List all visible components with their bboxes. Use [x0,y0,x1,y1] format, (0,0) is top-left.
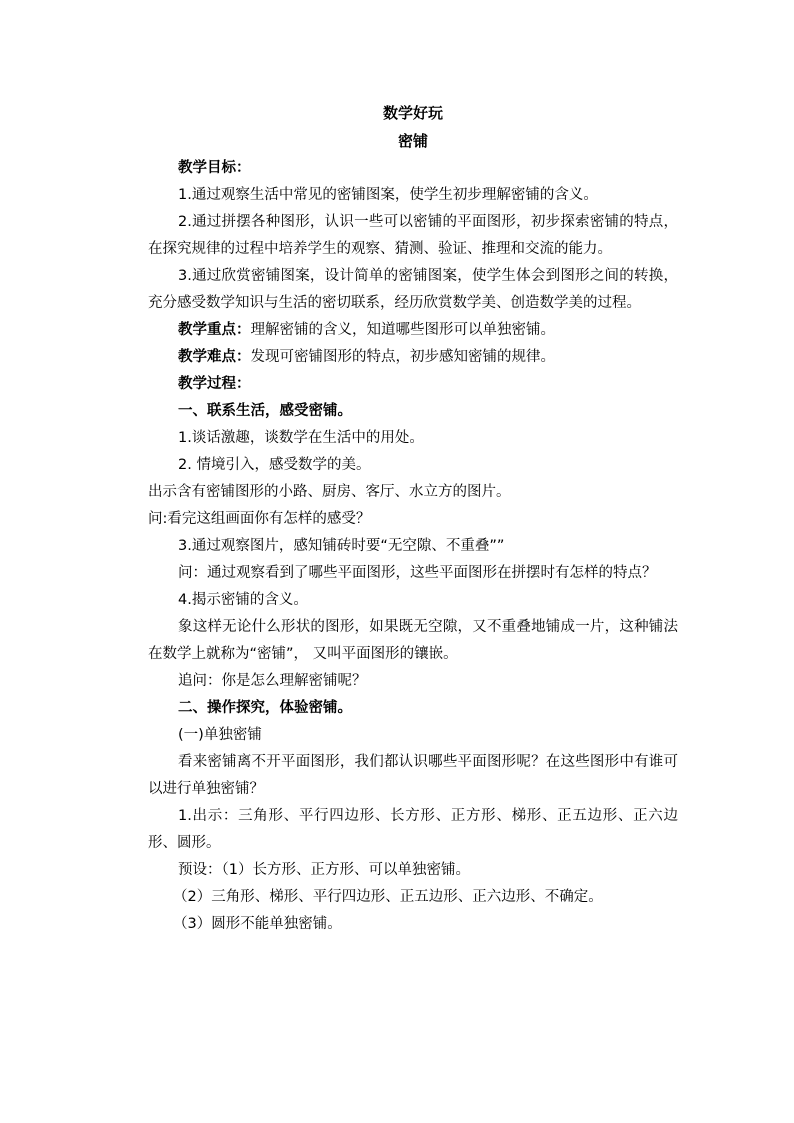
process-heading: 教学过程： [178,376,251,392]
section2-line: 看来密铺离不开平面图形，我们都认识哪些平面图形呢？在这些图形中有谁可以进行单独密铺？ [148,754,678,797]
section2-line: 预设：（1）长方形、正方形、可以单独密铺。 [178,862,470,878]
section2-line: （2）三角形、梯形、平行四边形、正五边形、正六边形、不确定。 [173,889,603,905]
objectives-heading: 教学目标： [178,160,251,176]
key-point-label: 教学重点： [178,322,251,338]
section2-line: （3）圆形不能单独密铺。 [173,916,342,932]
section1-line: 出示含有密铺图形的小路、厨房、客厅、水立方的图片。 [148,484,511,500]
section1-line: 2. 情境引入，感受数学的美。 [178,457,371,473]
objective-2: 2.通过拼摆各种图形，认识一些可以密铺的平面图形，初步探索密铺的特点，在探究规律的过程中培养学生的观察、猜测、验证、推理和交流的能力。 [148,214,678,257]
document-page [148,0,678,938]
section1-line: 问：通过观察看到了哪些平面图形，这些平面图形在拼摆时有怎样的特点？ [178,565,657,581]
objective-1: 1.通过观察生活中常见的密铺图案，使学生初步理解密铺的含义。 [178,187,598,203]
key-point [148,317,678,344]
document-title: 数学好玩 [382,104,443,122]
objective-3: 3.通过欣赏密铺图案，设计简单的密铺图案，使学生体会到图形之间的转换，充分感受数学知识与生活的密切联系，经历欣赏数学美、创造数学美的过程。 [148,268,678,311]
document-subtitle: 密铺 [397,132,428,150]
section2-line: 1.出示：三角形、平行四边形、长方形、正方形、梯形、正五边形、正六边形、圆形。 [148,808,678,851]
section1-line: 1.谈话激趣，谈数学在生活中的用处。 [178,430,424,446]
section2-line: (一)单独密铺 [178,727,262,743]
section1-line: 4.揭示密铺的含义。 [178,592,308,608]
section1-line: 象这样无论什么形状的图形，如果既无空隙，又不重叠地铺成一片，这种铺法在数学上就称为“密铺”， 又叫平面图形的镶嵌。 [148,619,678,662]
difficulty [148,344,678,371]
section1-heading: 一、联系生活，感受密铺。 [178,403,352,419]
section1-line: 问:看完这组画面你有怎样的感受？ [148,511,371,527]
section2-heading: 二、操作探究，体验密铺。 [178,700,352,716]
section1-line: 3.通过观察图片，感知铺砖时要“无空隙、不重叠”” [178,538,505,554]
key-point-text: 理解密铺的含义，知道哪些图形可以单独密铺。 [250,322,555,338]
difficulty-text: 发现可密铺图形的特点，初步感知密铺的规律。 [250,349,555,365]
difficulty-label: 教学难点： [178,349,251,365]
section1-line: 追问：你是怎么理解密铺呢？ [178,673,367,689]
